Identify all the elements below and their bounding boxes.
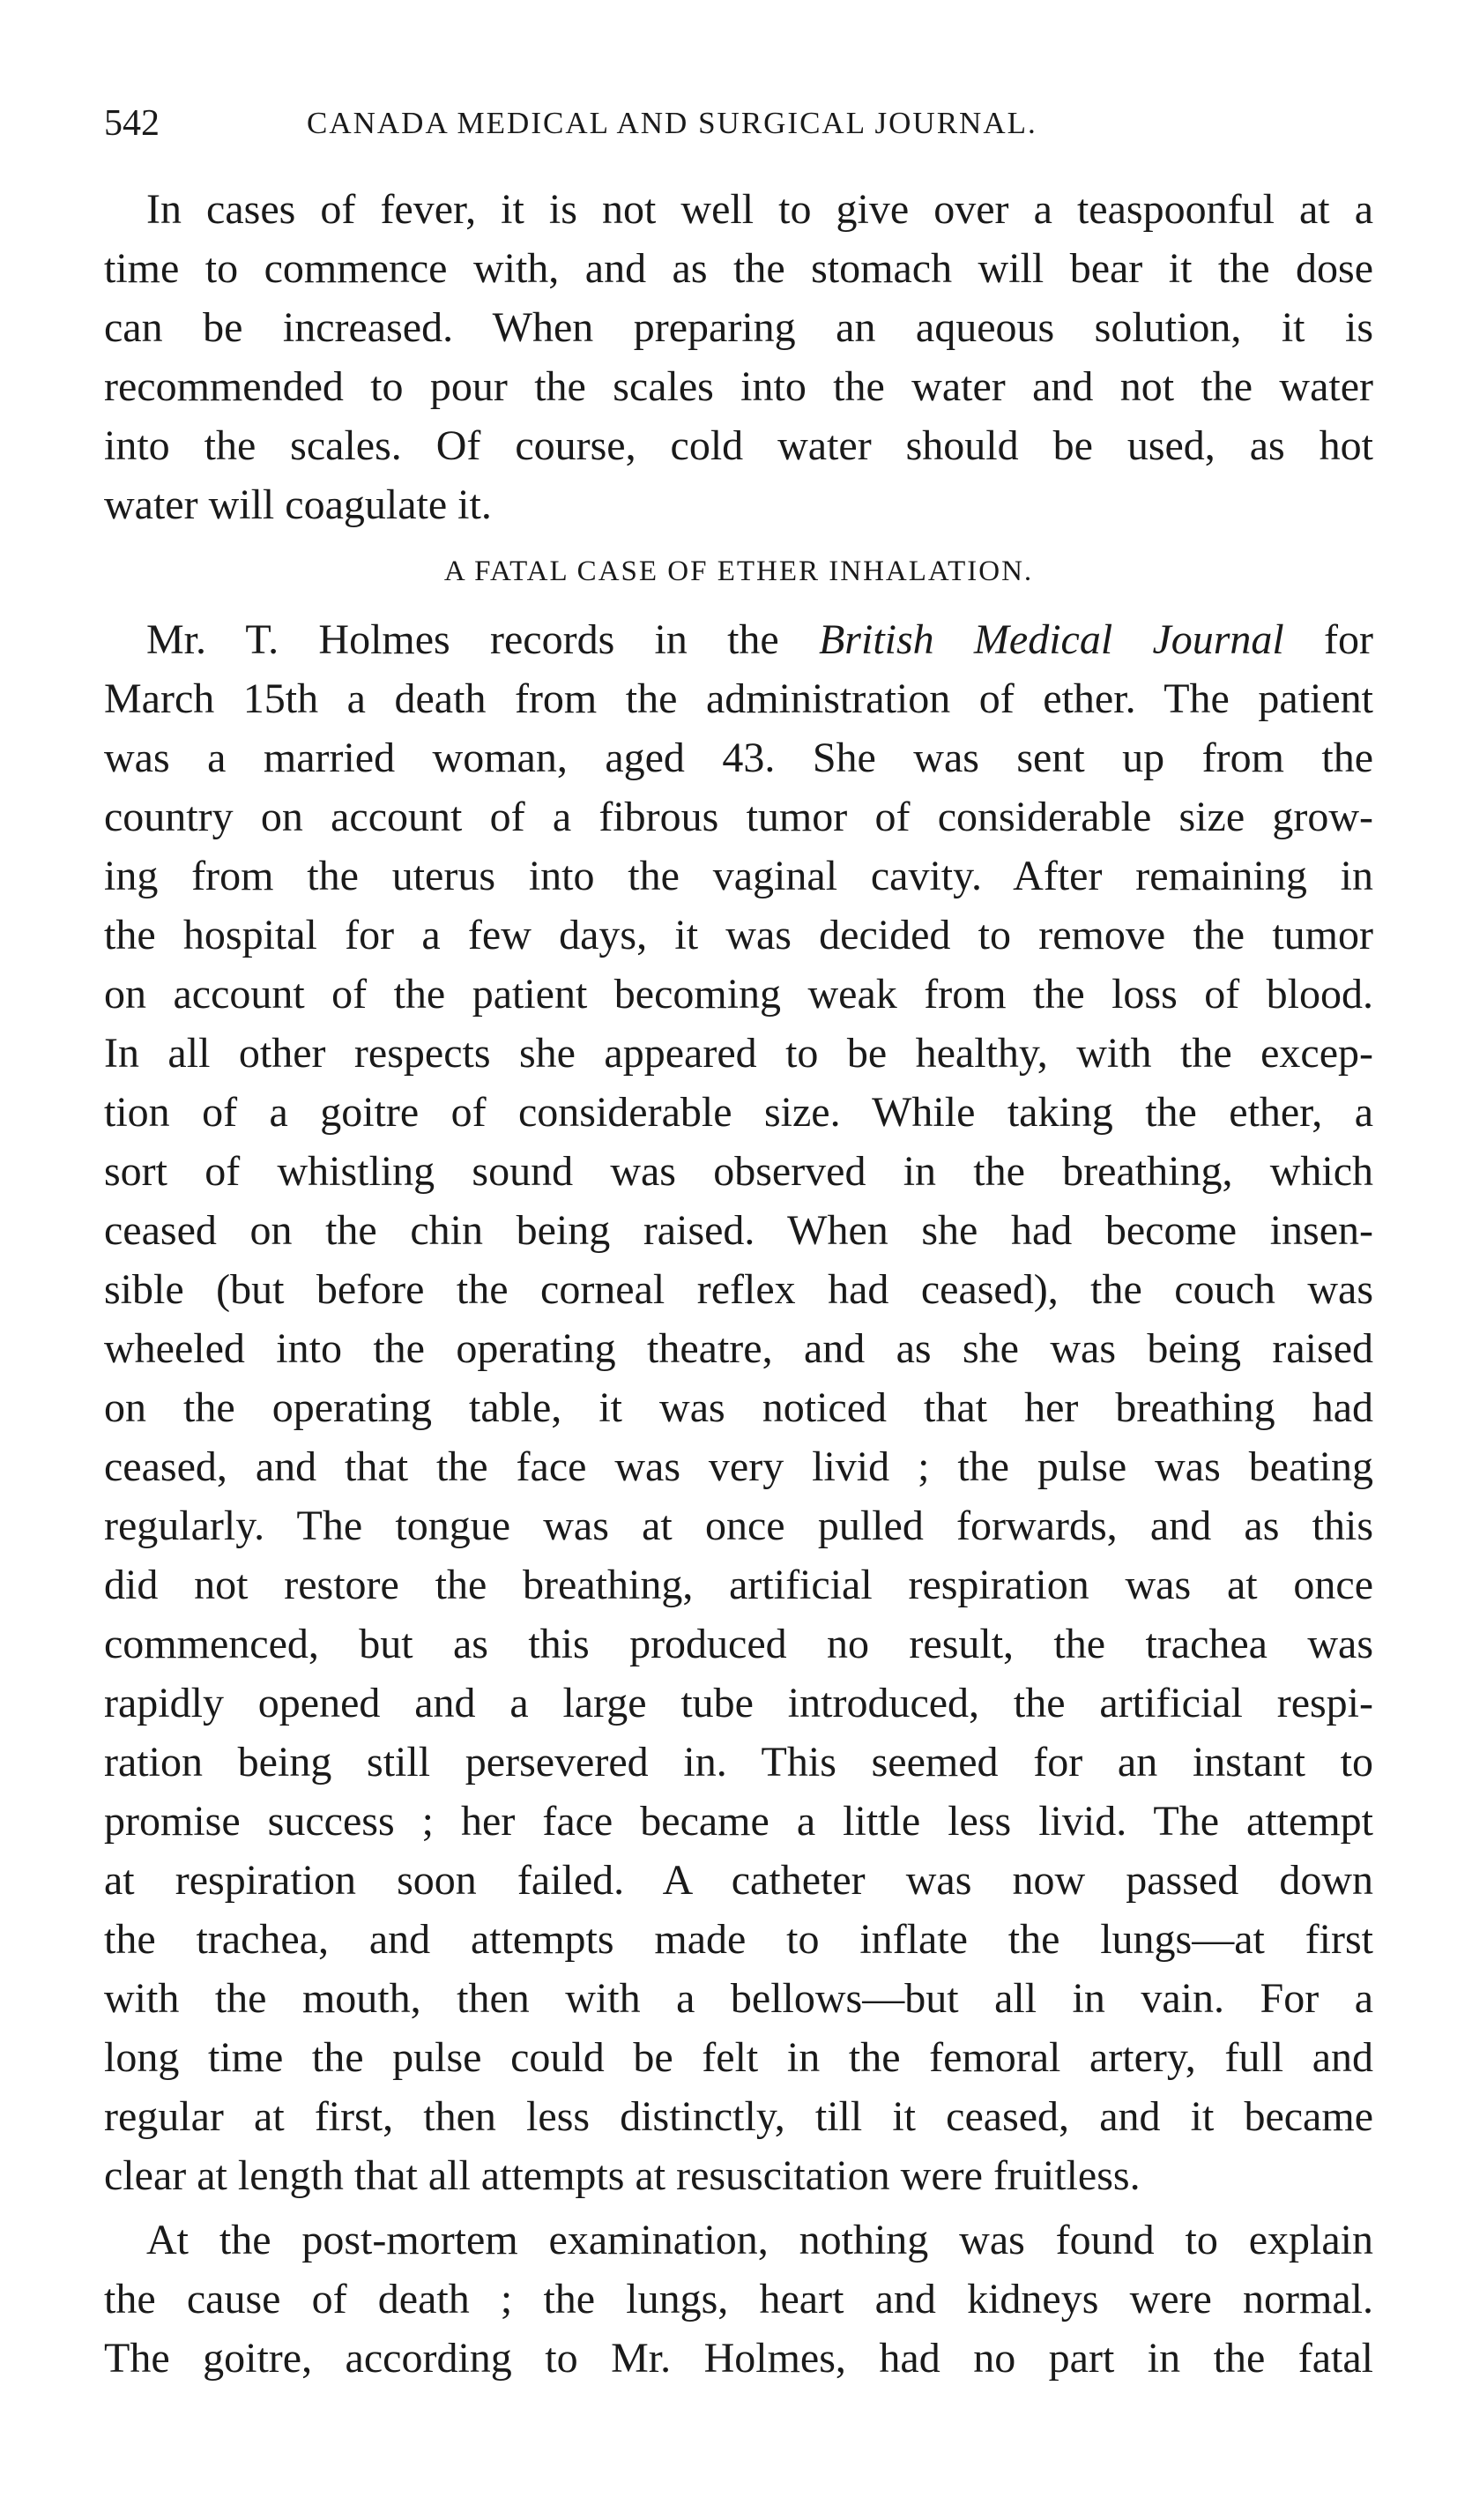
text-line: at respiration soon failed. A catheter was now passed down [104, 1857, 1373, 1904]
text-line: into the scales. Of course, cold water should be used, as hot [104, 422, 1373, 469]
page-number: 542 [104, 103, 160, 144]
text-line: on account of the patient becoming weak from the loss of blood. [104, 971, 1373, 1018]
text-line: sort of whistling sound was observed in the breathing, which [104, 1148, 1373, 1195]
text-line: clear at length that all attempts at resuscitation were fruitless. [104, 2152, 1141, 2199]
text-line: regularly. The tongue was at once pulled forwards, and as this [104, 1502, 1373, 1549]
paragraph-ether-case [104, 610, 1373, 2205]
text-line: was a married woman, aged 43. She was sent up from the [104, 734, 1373, 781]
text-line: The goitre, according to Mr. Holmes, had no part in the fatal [104, 2335, 1373, 2382]
text-line: long time the pulse could be felt in the femoral artery, full and [104, 2034, 1373, 2081]
text-line: time to commence with, and as the stomach will bear it the dose [104, 245, 1373, 292]
text-line: commenced, but as this produced no result, the trachea was [104, 1621, 1373, 1667]
text-line: with the mouth, then with a bellows—but all in vain. For a [104, 1975, 1373, 2022]
text-line: ceased on the chin being raised. When she had become insen- [104, 1207, 1373, 1254]
section-heading: A FATAL CASE OF ETHER INHALATION. [443, 555, 1034, 587]
text-line: In cases of fever, it is not well to give over a teaspoonful at a [146, 186, 1373, 233]
text-fragment: Mr. T. Holmes records in the [146, 616, 819, 663]
text-line [104, 610, 1373, 669]
text-line: In all other respects she appeared to be healthy, with the excep- [104, 1030, 1373, 1077]
text-line: wheeled into the operating theatre, and as she was being raised [104, 1325, 1373, 1372]
text-line: At the post-mortem examination, nothing was found to explain [146, 2217, 1373, 2263]
text-line: promise success ; her face became a little less livid. The attempt [104, 1798, 1373, 1845]
text-line: the hospital for a few days, it was decided to remove the tumor [104, 912, 1373, 958]
text-line: can be increased. When preparing an aqueous solution, it is [104, 304, 1373, 351]
text-line: regular at first, then less distinctly, till it ceased, and it became [104, 2093, 1373, 2140]
text-line: did not restore the breathing, artificial respiration was at once [104, 1562, 1373, 1608]
text-fragment: for [1283, 616, 1373, 663]
paragraph-post-mortem [104, 2211, 1373, 2388]
text-line: rapidly opened and a large tube introduced, the artificial respi- [104, 1680, 1373, 1726]
text-line: ceased, and that the face was very livid ; the pulse was beating [104, 1443, 1373, 1490]
page-header [104, 88, 1373, 159]
text-line: March 15th a death from the administration of ether. The patient [104, 675, 1373, 722]
journal-name: British Medical Journal [818, 616, 1284, 663]
running-title: CANADA MEDICAL AND SURGICAL JOURNAL. [307, 106, 1037, 140]
text-line: the trachea, and attempts made to inflate the lungs—at first [104, 1916, 1373, 1963]
paragraph-fever-dosage [104, 180, 1373, 534]
text-line: sible (but before the corneal reflex had ceased), the couch was [104, 1266, 1373, 1313]
text-line: recommended to pour the scales into the water and not the water [104, 363, 1373, 410]
text-line: ration being still persevered in. This seemed for an instant to [104, 1739, 1373, 1786]
text-line: on the operating table, it was noticed that her breathing had [104, 1384, 1373, 1431]
text-line: tion of a goitre of considerable size. While taking the ether, a [104, 1089, 1373, 1136]
text-line: water will coagulate it. [104, 481, 492, 528]
text-line: the cause of death ; the lungs, heart and kidneys were normal. [104, 2276, 1373, 2322]
text-line: ing from the uterus into the vaginal cavity. After remaining in [104, 853, 1373, 899]
text-line: country on account of a fibrous tumor of considerable size grow- [104, 794, 1373, 840]
journal-page [104, 88, 1373, 2388]
